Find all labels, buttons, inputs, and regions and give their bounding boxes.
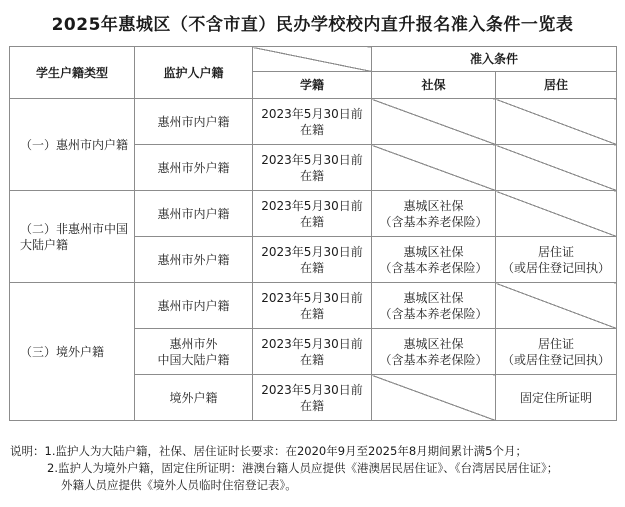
shebao-not-required-diagonal (372, 99, 496, 145)
note-line-3: 外籍人员应提供《境外人员临时住宿登记表》。 (61, 478, 297, 492)
guardian-cell (135, 99, 253, 145)
xueji-line: 2023年5月30日前 (261, 152, 363, 167)
header-juzhu: 居住 (496, 72, 617, 99)
xueji-line: 在籍 (299, 122, 324, 137)
notes (10, 443, 618, 494)
xueji-cell (253, 329, 372, 375)
table-row (10, 99, 617, 145)
juzhu-cell (496, 237, 617, 283)
shebao-cell (372, 237, 496, 283)
header-shebao: 社保 (372, 72, 496, 99)
xueji-cell (253, 283, 372, 329)
student-type-cell (10, 283, 135, 421)
admission-conditions-table (9, 46, 617, 421)
shebao-cell (372, 329, 496, 375)
note-line-1: 说明：1.监护人为大陆户籍，社保、居住证时长要求：在2020年9月至2025年8月期间累计满5个月； (10, 444, 527, 458)
guardian-text: 境外户籍 (169, 390, 218, 405)
note-line-2: 2.监护人为境外户籍，固定住所证明：港澳台籍人员应提供《港澳居民居住证》、《台湾居民居住证》； (47, 461, 559, 475)
header-blank-diagonal-cell (253, 47, 372, 72)
juzhu-not-required-diagonal (496, 145, 617, 191)
xueji-line: 2023年5月30日前 (261, 106, 363, 121)
shebao-cell (372, 191, 496, 237)
juzhu-line: （或居住登记回执） (502, 260, 611, 275)
page-title: 2025年惠城区（不含市直）民办学校校内直升报名准入条件一览表 (51, 15, 574, 35)
xueji-line: 在籍 (299, 398, 324, 413)
xueji-line: 2023年5月30日前 (261, 244, 363, 259)
shebao-line: 惠城区社保 (403, 244, 464, 259)
xueji-cell (253, 237, 372, 283)
shebao-line: （含基本养老保险） (379, 306, 488, 321)
shebao-line: （含基本养老保险） (379, 214, 488, 229)
header-conditions: 准入条件 (372, 47, 617, 72)
xueji-line: 2023年5月30日前 (261, 382, 363, 397)
student-type-line: 大陆户籍 (20, 237, 69, 252)
xueji-cell (253, 375, 372, 421)
xueji-line: 2023年5月30日前 (261, 198, 363, 213)
xueji-line: 在籍 (299, 214, 324, 229)
shebao-line: 惠城区社保 (403, 336, 464, 351)
xueji-line: 2023年5月30日前 (261, 336, 363, 351)
shebao-line: 惠城区社保 (403, 198, 464, 213)
xueji-line: 在籍 (299, 260, 324, 275)
xueji-cell (253, 145, 372, 191)
shebao-not-required-diagonal (372, 375, 496, 421)
table-row (10, 191, 617, 237)
guardian-text: 惠州市内户籍 (157, 206, 230, 221)
shebao-line: 惠城区社保 (403, 290, 464, 305)
shebao-line: （含基本养老保险） (379, 260, 488, 275)
guardian-line: 惠州市外 (169, 336, 218, 351)
juzhu-line: （或居住登记回执） (502, 352, 611, 367)
guardian-cell (135, 191, 253, 237)
juzhu-cell (496, 375, 617, 421)
guardian-line: 中国大陆户籍 (157, 352, 230, 367)
header-xueji: 学籍 (253, 72, 372, 99)
juzhu-not-required-diagonal (496, 283, 617, 329)
student-type-text: （一）惠州市内户籍 (20, 137, 129, 152)
student-type-text: （三）境外户籍 (20, 344, 105, 359)
xueji-line: 在籍 (299, 352, 324, 367)
juzhu-cell (496, 329, 617, 375)
xueji-line: 在籍 (299, 168, 324, 183)
xueji-line: 在籍 (299, 306, 324, 321)
shebao-not-required-diagonal (372, 145, 496, 191)
xueji-line: 2023年5月30日前 (261, 290, 363, 305)
guardian-text: 惠州市内户籍 (157, 114, 230, 129)
shebao-cell (372, 283, 496, 329)
xueji-cell (253, 191, 372, 237)
student-type-cell (10, 99, 135, 191)
juzhu-text: 固定住所证明 (520, 390, 593, 405)
juzhu-not-required-diagonal (496, 99, 617, 145)
guardian-cell (135, 375, 253, 421)
guardian-text: 惠州市内户籍 (157, 298, 230, 313)
student-type-cell (10, 191, 135, 283)
guardian-cell (135, 145, 253, 191)
juzhu-not-required-diagonal (496, 191, 617, 237)
guardian-cell (135, 237, 253, 283)
guardian-text: 惠州市外户籍 (157, 252, 230, 267)
guardian-text: 惠州市外户籍 (157, 160, 230, 175)
guardian-cell (135, 283, 253, 329)
header-guardian: 监护人户籍 (135, 47, 253, 99)
student-type-line: （二）非惠州市中国 (20, 221, 129, 236)
xueji-cell (253, 99, 372, 145)
guardian-cell (135, 329, 253, 375)
shebao-line: （含基本养老保险） (379, 352, 488, 367)
header-student-type: 学生户籍类型 (10, 47, 135, 99)
juzhu-line: 居住证 (538, 244, 575, 259)
juzhu-line: 居住证 (538, 336, 575, 351)
table-row (10, 283, 617, 329)
